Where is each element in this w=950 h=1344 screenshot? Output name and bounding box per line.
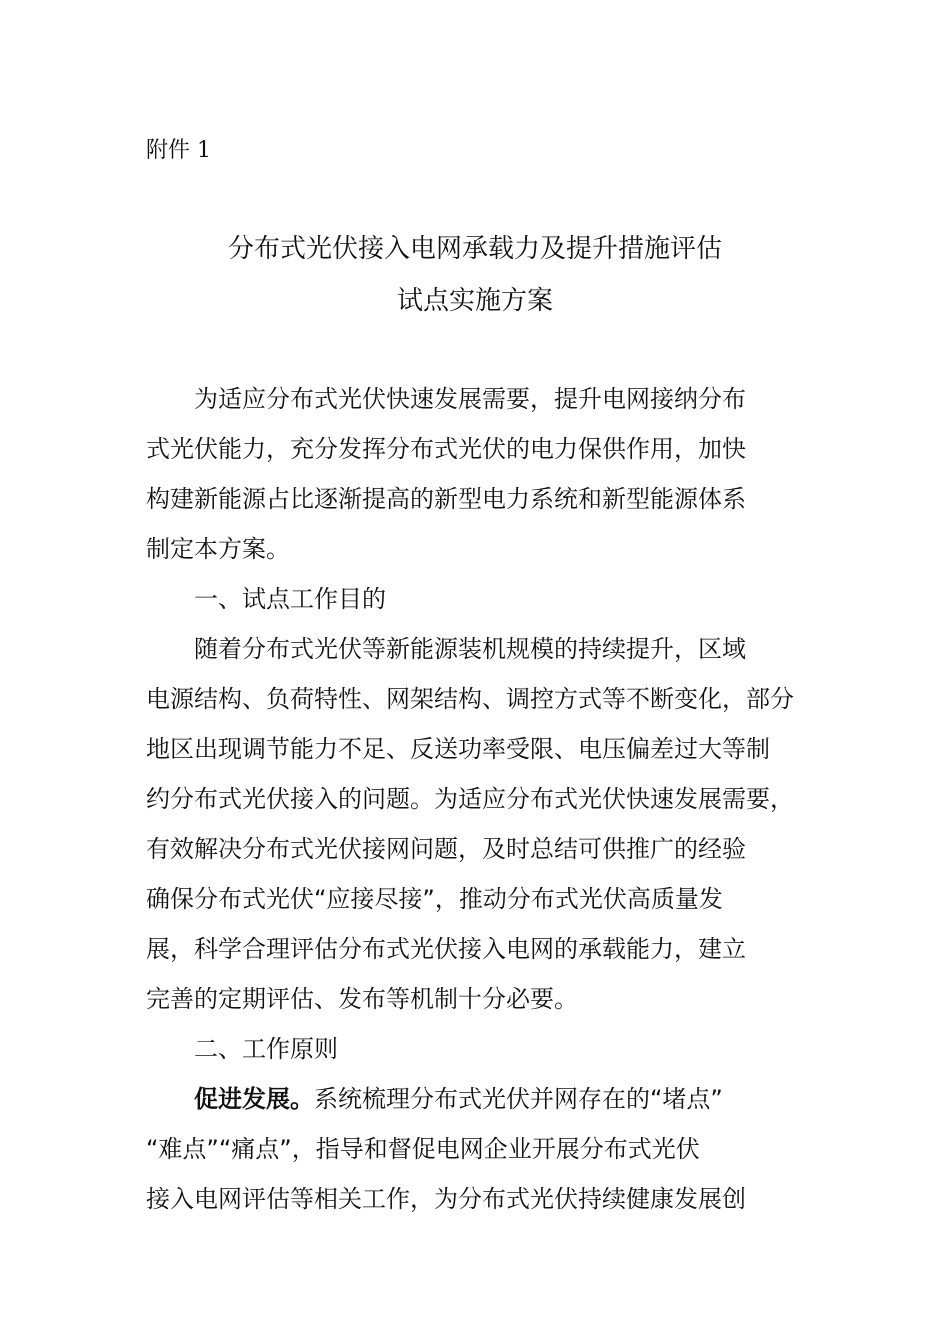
document-body [146,374,846,1224]
document-title-line-2: 试点实施方案 [396,286,553,316]
intro-line: 为适应分布式光伏快速发展需要，提升电网接纳分布 [194,385,746,413]
section-1-line: 约分布式光伏接入的问题。为适应分布式光伏快速发展需要， [146,785,794,813]
section-1-heading: 一、试点工作目的 [194,585,386,613]
principle-1-first-line [146,1074,846,1124]
intro-line: 式光伏能力，充分发挥分布式光伏的电力保供作用，加快 [146,435,746,463]
section-1-line: 完善的定期评估、发布等机制十分必要。 [146,985,578,1013]
principle-1-first-rest: 系统梳理分布式光伏并网存在的“堵点” [314,1085,723,1113]
section-1-line: 确保分布式光伏“应接尽接”，推动分布式光伏高质量发 [146,885,723,913]
principle-1-line: “难点”“痛点”，指导和督促电网企业开展分布式光伏 [146,1135,700,1163]
document-title-line-1: 分布式光伏接入电网承载力及提升措施评估 [227,234,722,264]
section-1-line: 地区出现调节能力不足、反送功率受限、电压偏差过大等制 [146,735,770,763]
intro-line: 构建新能源占比逐渐提高的新型电力系统和新型能源体系 [146,485,746,513]
principle-1-line: 接入电网评估等相关工作，为分布式光伏持续健康发展创 [146,1185,746,1213]
section-2-heading: 二、工作原则 [194,1035,338,1063]
section-1-line: 有效解决分布式光伏接网问题，及时总结可供推广的经验 [146,835,746,863]
section-1-line: 展，科学合理评估分布式光伏接入电网的承载能力，建立 [146,935,746,963]
section-1-line: 电源结构、负荷特性、网架结构、调控方式等不断变化，部分 [146,685,794,713]
attachment-label: 附件 1 [146,138,211,163]
section-1-line: 随着分布式光伏等新能源装机规模的持续提升，区域 [194,635,746,663]
intro-line: 制定本方案。 [146,535,290,563]
principle-1-bold-lead: 促进发展。 [194,1085,314,1113]
